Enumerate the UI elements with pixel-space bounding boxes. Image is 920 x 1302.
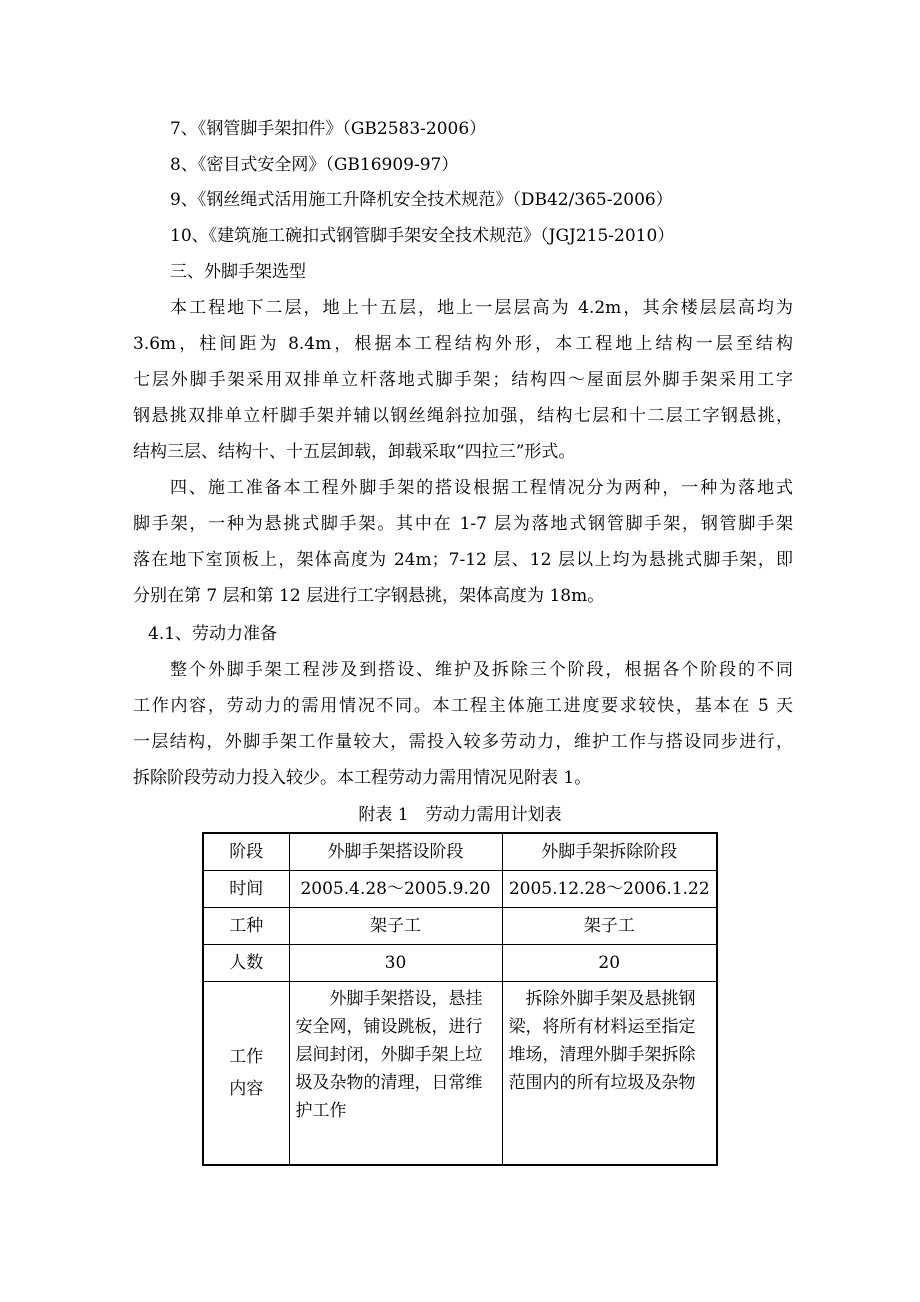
reference-item-9: 9、《钢丝绳式活用施工升降机安全技术规范》（DB42/365-2006） [170, 190, 673, 210]
table-header-row [203, 833, 717, 870]
cell-erect-headcount: 30 [289, 944, 502, 981]
section-3-line: 七层外脚手架采用双排单立杆落地式脚手架；结构四～屋面层外脚手架采用工字 [133, 370, 793, 390]
work-label-line: 工作 [229, 1046, 264, 1067]
row-label-trade: 工种 [203, 907, 289, 944]
header-cell-erect-stage: 外脚手架搭设阶段 [289, 833, 502, 870]
row-label-headcount: 人数 [203, 944, 289, 981]
section-4-1-line: 整个外脚手架工程涉及到搭设、维护及拆除三个阶段，根据各个阶段的不同 [170, 660, 793, 680]
table-row-work-content [203, 981, 717, 1165]
cell-dismantle-trade: 架子工 [502, 907, 717, 944]
header-cell-dismantle-stage: 外脚手架拆除阶段 [502, 833, 717, 870]
section-3-heading: 三、外脚手架选型 [170, 262, 306, 282]
section-4-line: 脚手架，一种为悬挑式脚手架。其中在 1-7 层为落地式钢管脚手架，钢管脚手架 [133, 514, 793, 534]
cell-erect-time: 2005.4.28～2005.9.20 [289, 870, 502, 907]
section-3-line: 3.6m，柱间距为 8.4m，根据本工程结构外形，本工程地上结构一层至结构 [133, 334, 793, 354]
table-caption: 附表 1 劳动力需用计划表 [358, 805, 562, 825]
section-4-1-line: 拆除阶段劳动力投入较少。本工程劳动力需用情况见附表 1。 [133, 768, 592, 788]
section-4-line: 落在地下室顶板上，架体高度为 24m；7-12 层、12 层以上均为悬挑式脚手架，即 [133, 550, 793, 570]
reference-item-7: 7、《钢管脚手架扣件》（GB2583-2006） [170, 119, 487, 139]
table-row-trade [203, 907, 717, 944]
section-4-1-heading: 4.1、劳动力准备 [148, 624, 278, 644]
reference-item-8: 8、《密目式安全网》（GB16909-97） [170, 155, 459, 175]
cell-erect-work-content [289, 981, 502, 1165]
reference-item-10: 10、《建筑施工碗扣式钢管脚手架安全技术规范》（JGJ215-2010） [170, 226, 675, 246]
section-3-line: 钢悬挑双排单立杆脚手架并辅以钢丝绳斜拉加强，结构七层和十二层工字钢悬挑， [133, 406, 793, 426]
cell-dismantle-headcount: 20 [502, 944, 717, 981]
section-3-line: 本工程地下二层，地上十五层，地上一层层高为 4.2m，其余楼层层高均为 [170, 298, 793, 318]
cell-dismantle-time: 2005.12.28～2006.1.22 [502, 870, 717, 907]
dismantle-work-text: 拆除外脚手架及悬挑钢梁，将所有材料运至指定堆场，清理外脚手架拆除范围内的所有垃圾及杂物 [508, 988, 696, 1093]
header-cell-stage: 阶段 [203, 833, 289, 870]
section-3-line: 结构三层、结构十、十五层卸载，卸载采取“四拉三”形式。 [133, 442, 576, 462]
section-4-line: 四、施工准备本工程外脚手架的搭设根据工程情况分为两种，一种为落地式 [170, 478, 793, 498]
cell-dismantle-work-content [502, 981, 717, 1165]
section-4-line: 分别在第 7 层和第 12 层进行工字钢悬挑，架体高度为 18m。 [133, 586, 605, 606]
work-label-line: 内容 [229, 1078, 264, 1099]
section-4-1-line: 工作内容，劳动力的需用情况不同。本工程主体施工进度要求较快，基本在 5 天 [133, 696, 793, 716]
section-4-1-line: 一层结构，外脚手架工作量较大，需投入较多劳动力，维护工作与搭设同步进行， [133, 732, 793, 752]
table-row-time [203, 870, 717, 907]
cell-erect-trade: 架子工 [289, 907, 502, 944]
row-label-time: 时间 [203, 870, 289, 907]
row-label-work-content [203, 981, 289, 1165]
erect-work-text: 外脚手架搭设，悬挂安全网，铺设跳板，进行层间封闭，外脚手架上垃圾及杂物的清理，日常维护工作 [295, 988, 483, 1121]
labor-plan-table [202, 832, 718, 1166]
table-row-headcount [203, 944, 717, 981]
